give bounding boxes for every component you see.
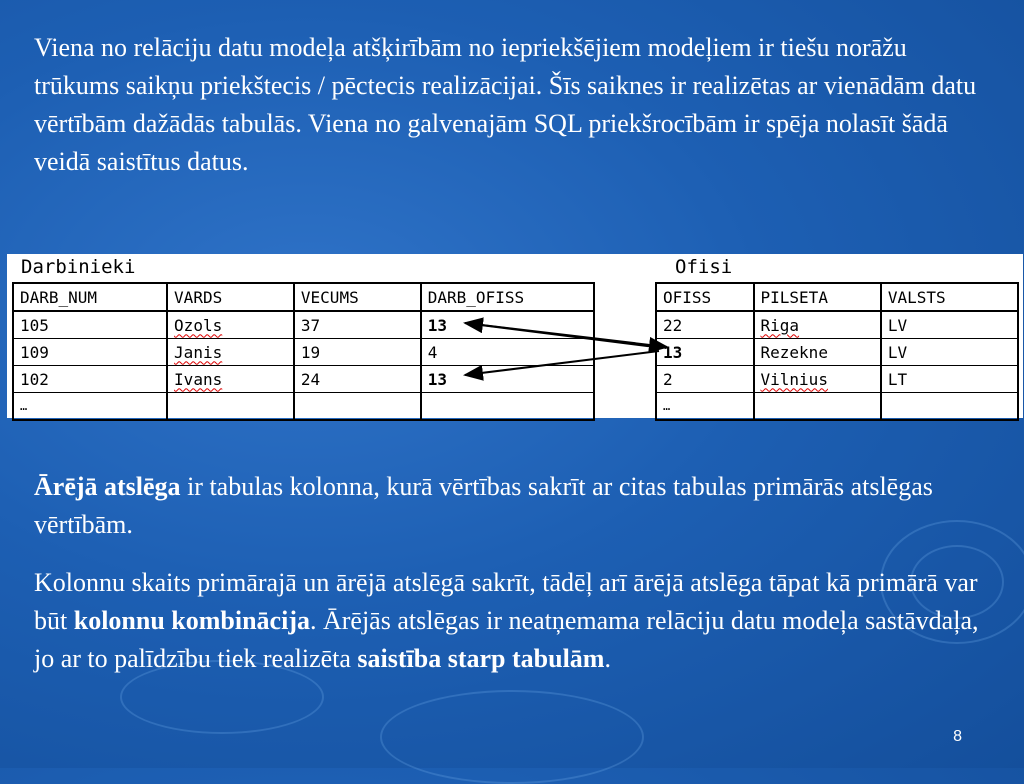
column-header: DARB_NUM bbox=[13, 283, 167, 311]
table-cell: … bbox=[13, 393, 167, 421]
page-number: 8 bbox=[953, 728, 962, 745]
table-cell: Riga bbox=[754, 311, 881, 339]
table-cell: Rezekne bbox=[754, 339, 881, 366]
table-cell: Ivans bbox=[167, 366, 294, 393]
table-cell: 37 bbox=[294, 311, 421, 339]
term-column-combination: kolonnu kombinācija bbox=[73, 606, 310, 635]
table-cell: 22 bbox=[656, 311, 754, 339]
arrow-fk-row1-back bbox=[465, 323, 667, 347]
term-foreign-key: Ārējā atslēga bbox=[34, 472, 181, 501]
text-segment: . bbox=[604, 644, 611, 673]
table-cell: LV bbox=[881, 339, 1018, 366]
table-cell: … bbox=[656, 393, 754, 421]
table-cell: Ozols bbox=[167, 311, 294, 339]
definition-text: ir tabulas kolonna, kurā vērtības sakrīt ar citas tabulas primārās atslēgas vērtībām. bbox=[34, 472, 933, 539]
foreign-key-definition bbox=[34, 468, 994, 544]
table-cell: Vilnius bbox=[754, 366, 881, 393]
table-cell: 13 bbox=[421, 366, 594, 393]
table-cell: LV bbox=[881, 311, 1018, 339]
table-cell: 109 bbox=[13, 339, 167, 366]
column-header: VALSTS bbox=[881, 283, 1018, 311]
tables-figure bbox=[7, 254, 1023, 418]
column-header: VARDS bbox=[167, 283, 294, 311]
column-header: DARB_OFISS bbox=[421, 283, 594, 311]
table-cell: 24 bbox=[294, 366, 421, 393]
intro-paragraph: Viena no relāciju datu modeļa atšķirībām no iepriekšējiem modeļiem ir tiešu norāžu trūkums saikņu priekštecis / pēctecis realizācijai. Šīs saiknes ir realizētas ar vienādām datu vērtībām dažādās tabulās. Viena no galvenajām SQL priekšrocībām ir spēja nolasīt šādā veidā saistītus datus. bbox=[34, 33, 977, 176]
text-segment: Kolonnu skaits primārajā un ārējā atslēgā sakrīt, tādēļ arī ārējā atslēga tāpat kā primārā var būt bbox=[34, 568, 978, 635]
table-cell: 13 bbox=[421, 311, 594, 339]
table-cell: 102 bbox=[13, 366, 167, 393]
column-header: PILSETA bbox=[754, 283, 881, 311]
table-title-darbinieki: Darbinieki bbox=[21, 256, 136, 278]
term-table-relationship: saistība starp tabulām bbox=[357, 644, 605, 673]
table-title-ofisi: Ofisi bbox=[675, 256, 733, 278]
text-segment: . Ārējās atslēgas ir neatņemama relāciju datu modeļa sastāvdaļa, jo ar to palīdzību tiek realizēta bbox=[34, 606, 979, 673]
column-header: OFISS bbox=[656, 283, 754, 311]
foreign-key-explanation bbox=[34, 564, 994, 678]
arrow-fk-row3 bbox=[465, 351, 659, 375]
table-cell: 2 bbox=[656, 366, 754, 393]
table-cell: 13 bbox=[656, 339, 754, 366]
table-cell: 4 bbox=[421, 339, 594, 366]
relationship-arrows bbox=[7, 254, 1023, 418]
table-cell: LT bbox=[881, 366, 1018, 393]
table-cell: 19 bbox=[294, 339, 421, 366]
column-header: VECUMS bbox=[294, 283, 421, 311]
table-cell: 105 bbox=[13, 311, 167, 339]
table-cell: Janis bbox=[167, 339, 294, 366]
decor-ripple bbox=[380, 690, 644, 784]
